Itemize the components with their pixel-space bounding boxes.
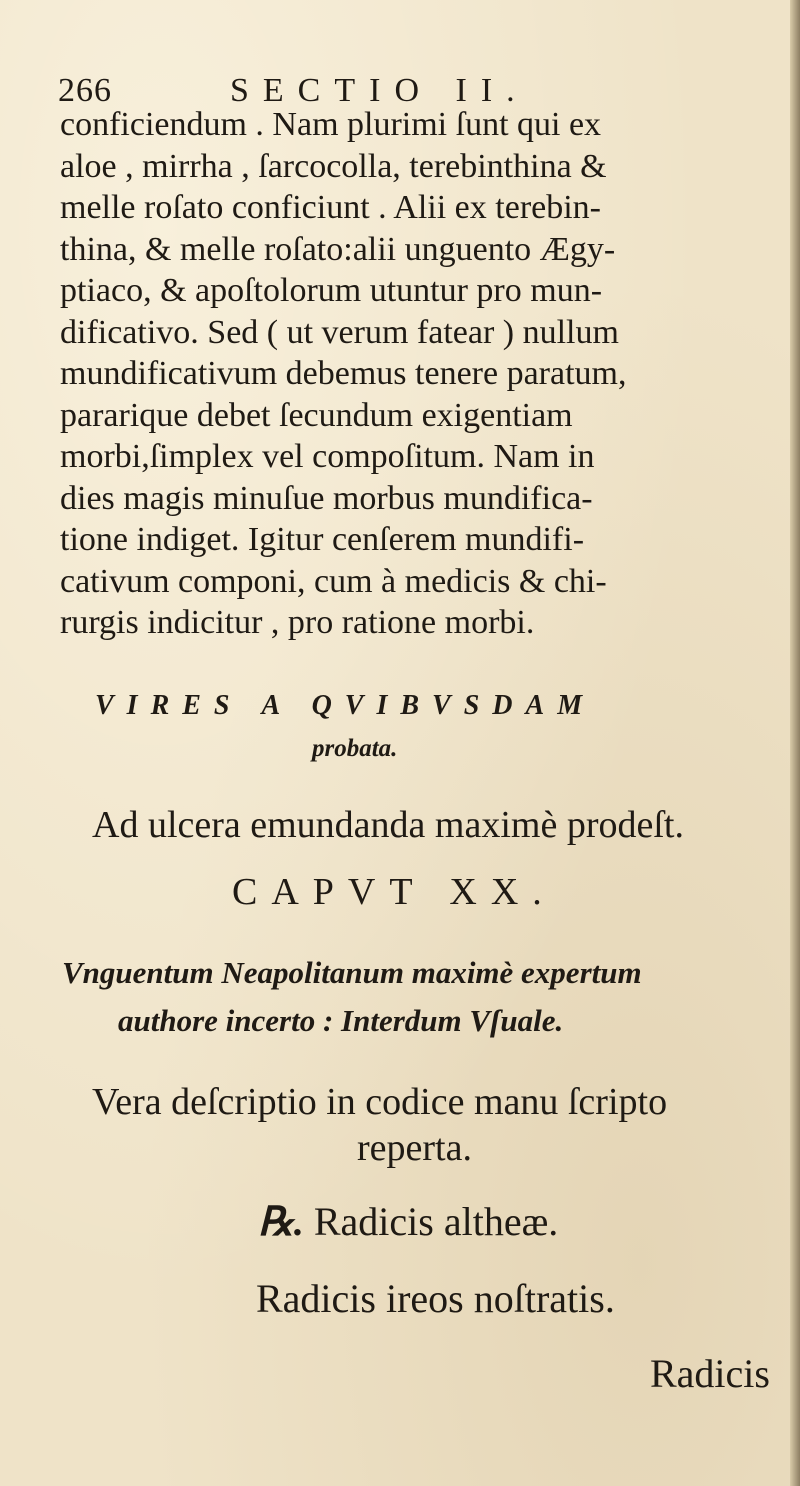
page-number: 266 <box>58 72 112 109</box>
text-line: pararique debet ſecundum exigentiam <box>60 396 573 434</box>
text-line: rurgis indicitur , pro ratione morbi. <box>60 604 535 641</box>
text-line: thina, & melle roſato:alii unguento Ægy- <box>60 230 616 268</box>
text-line: tione indiget. Igitur cenſerem mundifi- <box>60 521 585 558</box>
running-head: SECTIO II. <box>230 72 529 109</box>
text-line: dies magis minuſue morbus mundifica- <box>60 479 593 517</box>
recipe-second-ingredient: Radicis ireos noſtratis. <box>256 1276 615 1321</box>
recipe-title-line2: authore incerto : Interdum Vſuale. <box>118 1003 564 1038</box>
text-line: mundificativum debemus tenere paratum, <box>60 355 627 392</box>
recipe-title-line1: Vnguentum Neapolitanum maximè expertum <box>62 955 642 990</box>
page-gutter-edge <box>790 0 800 1486</box>
text-line: conficiendum . Nam plurimi ſunt qui ex <box>60 106 602 143</box>
text-line: morbi,ſimplex vel compoſitum. Nam in <box>60 438 595 475</box>
ingredient-text: Radicis altheæ. <box>313 1199 559 1244</box>
ulcera-line: Ad ulcera emundanda maximè prodeſt. <box>92 804 684 846</box>
text-line: aloe , mirrha , ſarcocolla, terebinthina & <box>60 147 607 185</box>
body-paragraph <box>60 104 780 644</box>
chapter-title: CAPVT XX. <box>232 871 556 913</box>
text-line: melle roſato conficiunt . Alii ex terebin- <box>60 189 601 226</box>
text-line: dificativo. Sed ( ut verum fatear ) nullum <box>60 313 619 351</box>
section-subheading: VIRES A QVIBVSDAM <box>95 690 596 721</box>
recipe-symbol: ℞. <box>258 1199 304 1244</box>
text-line: ptiaco, & apoſtolorum utuntur pro mun- <box>60 272 603 309</box>
section-subheading-line2: probata. <box>312 735 398 762</box>
recipe-first-ingredient <box>258 1198 558 1245</box>
catchword: Radicis <box>650 1351 770 1396</box>
text-line: cativum componi, cum à medicis & chi- <box>60 562 607 600</box>
description-note-line1: Vera deſcriptio in codice manu ſcripto <box>92 1081 668 1123</box>
description-note-line2: reperta. <box>357 1127 472 1169</box>
